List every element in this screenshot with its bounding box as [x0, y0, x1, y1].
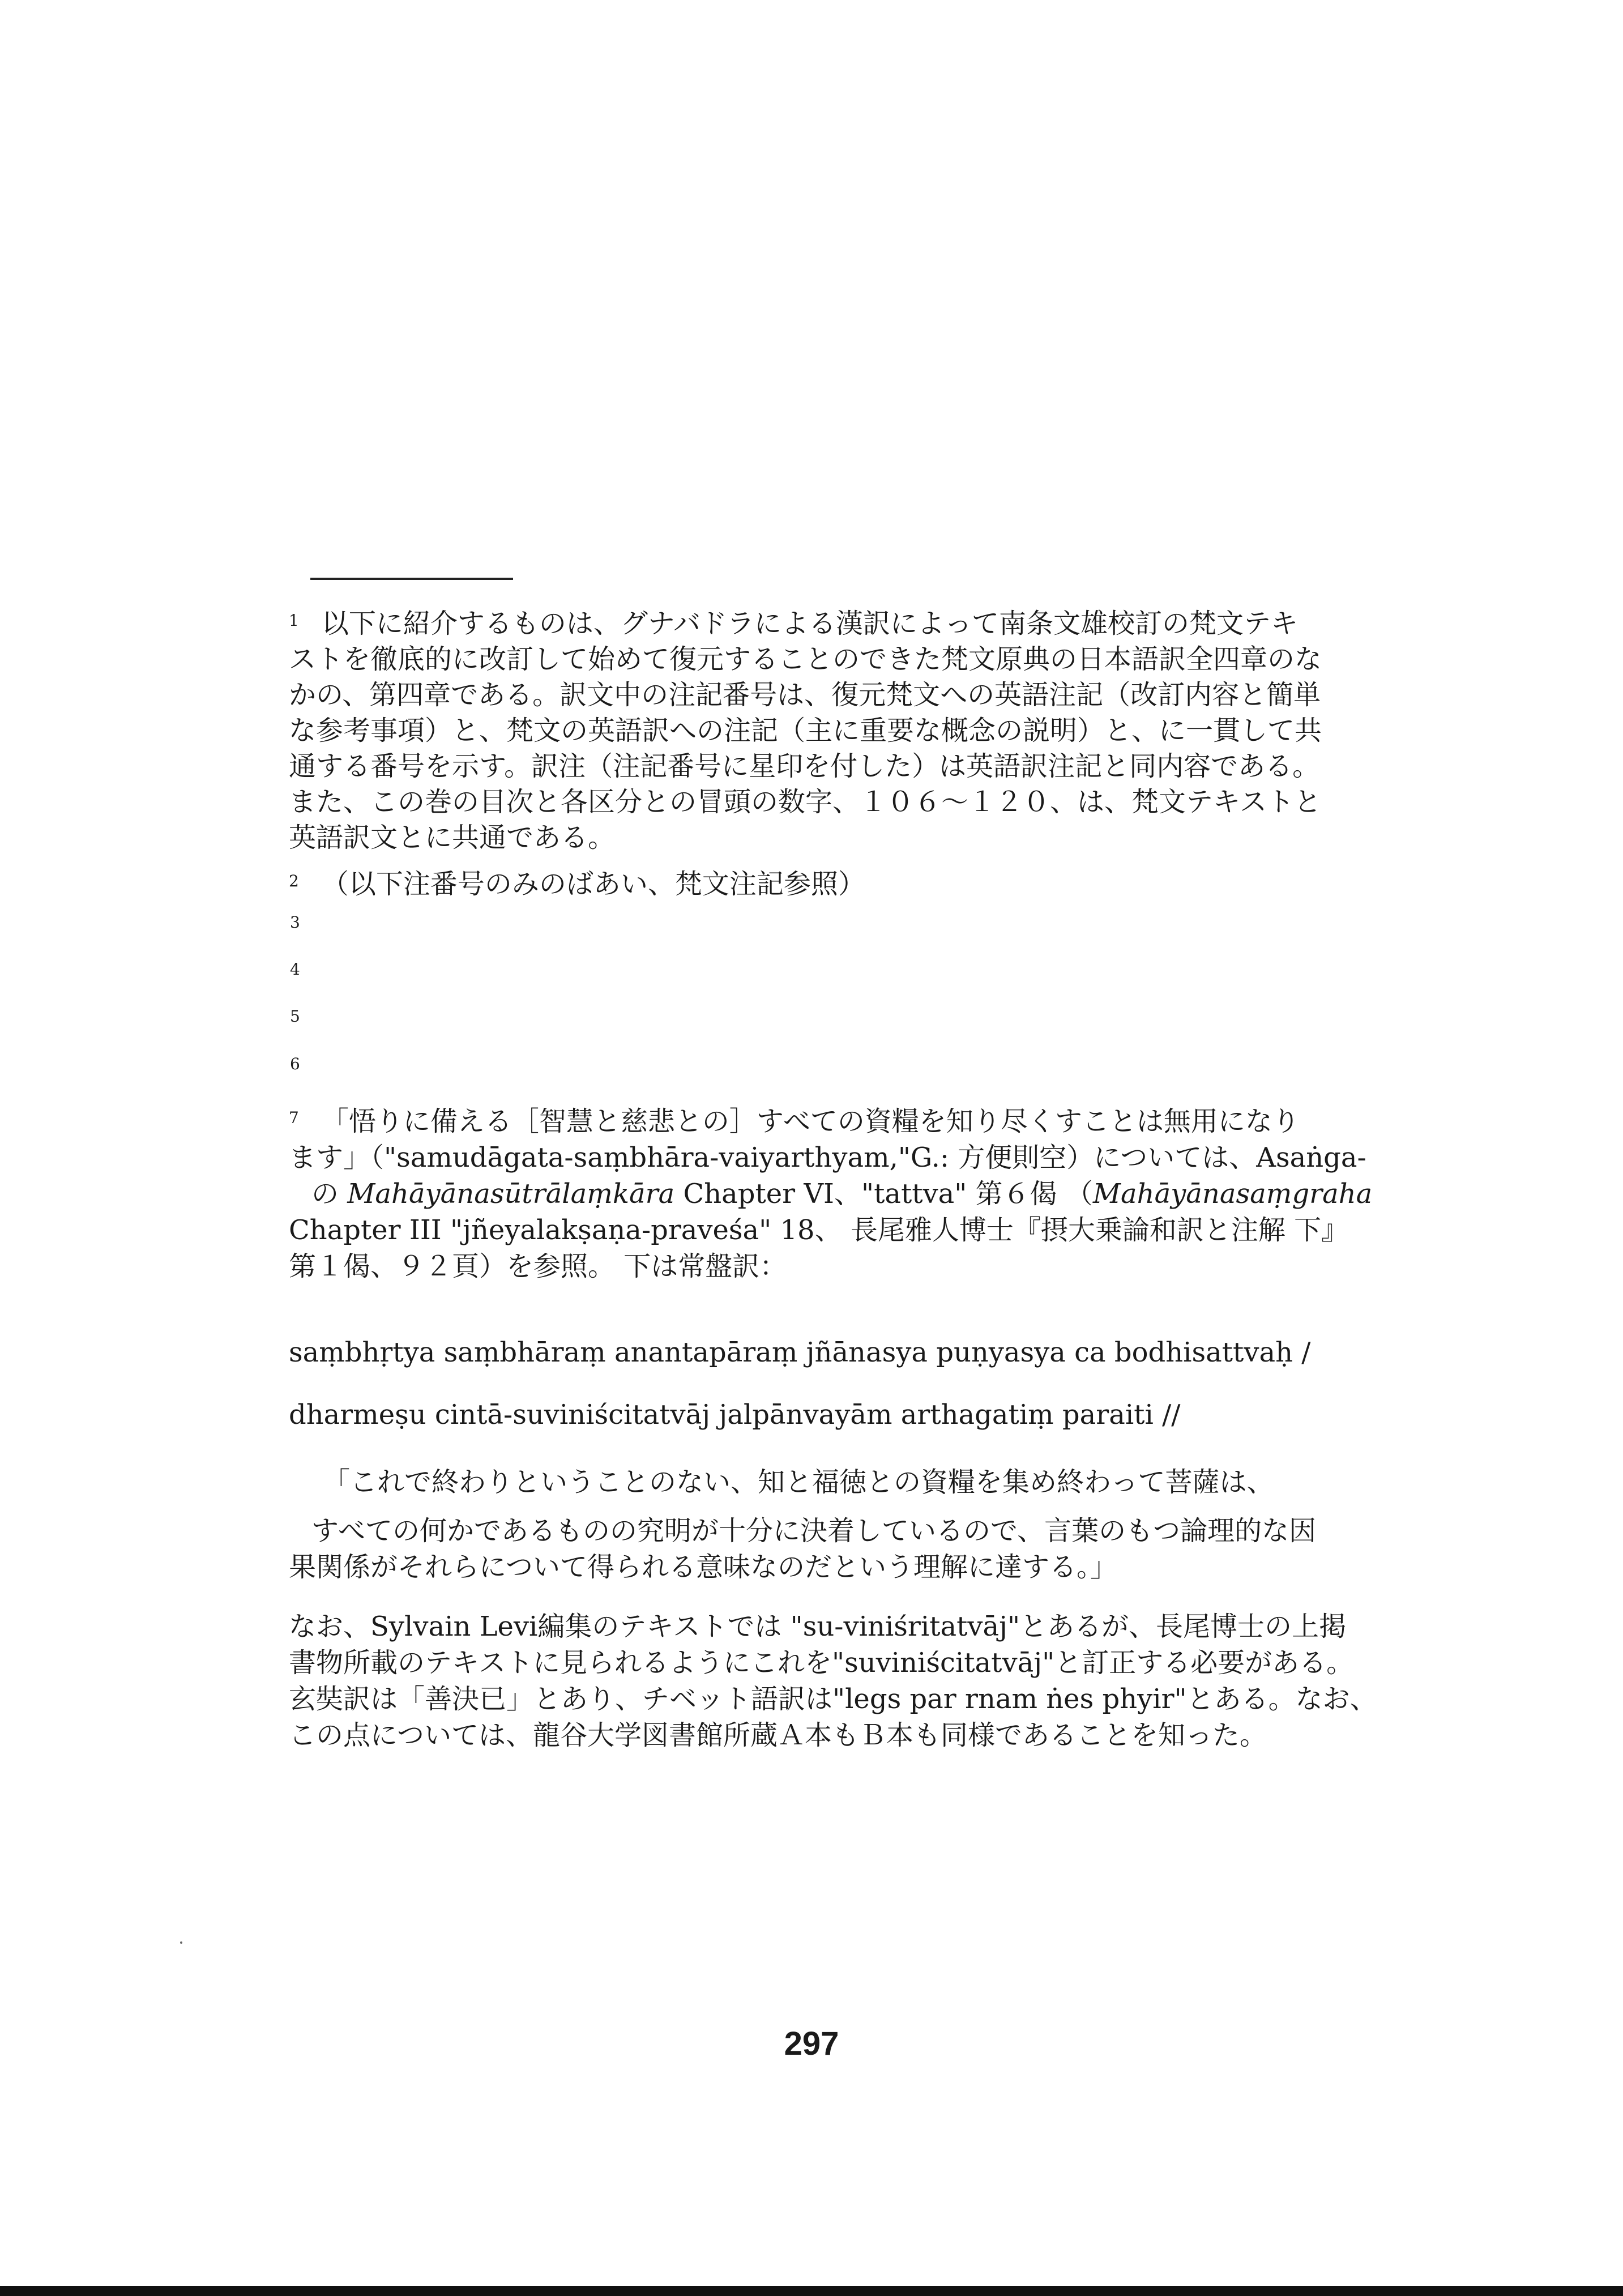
remark-line: 玄奘訳は「善決已」とあり、チベット語訳は"legs par rnam ṅes phyir"とある。なお、: [289, 1683, 1377, 1715]
scan-speck: [180, 1941, 182, 1944]
footnote-1-line: また、この巻の目次と各区分との冒頭の数字、１０６～１２０、は、梵文テキストと: [289, 786, 1322, 818]
remark-paragraph: [289, 1608, 1382, 1753]
footnote-1-line: 通する番号を示す。訳注（注記番号に星印を付した）は英語訳注記と同内容である。: [289, 750, 1320, 782]
scan-edge: [0, 2286, 1623, 2296]
footnote-7-line: 第１偈、９２頁）を参照。 下は常盤訳：: [289, 1251, 787, 1282]
remark-line: この点については、龍谷大学図書館所蔵Ａ本もＢ本も同様であることを知った。: [289, 1719, 1267, 1751]
work-title: Mahāyānasaṃgraha: [1092, 1178, 1373, 1210]
translation-line: 果関係がそれらについて得られる意味なのだという理解に達する。」: [289, 1551, 1118, 1583]
translation-line: 「これで終わりということのない、知と福徳との資糧を集め終わって菩薩は、: [323, 1466, 1274, 1498]
footnote-number: 7: [289, 1108, 299, 1127]
footnote-number: 2: [289, 872, 299, 890]
footnote-1-line: かの、第四章である。訳文中の注記番号は、復元梵文への英語注記（改訂内容と簡単: [289, 679, 1321, 711]
footnote-number: 4: [290, 960, 300, 979]
footnote-7-line: Chapter III "jñeyalakṣaṇa-praveśa" 18、 長尾雅人博士『摂大乗論和訳と注解 下』: [289, 1214, 1349, 1246]
footnote-1-line: ストを徹底的に改訂して始めて復元することのできた梵文原典の日本語訳全四章のな: [289, 643, 1322, 675]
footnote-1-line: $^1$ 以下に紹介するものは、グナバドラによる漢訳によって南条文雄校訂の梵文テキ: [289, 608, 1298, 639]
footnote-7-line: ます」（"samudāgata-saṃbhāra-vaiyarthyam,"G.: 方便則空）については、Asaṅga-: [289, 1142, 1366, 1173]
verse-translation: [289, 1464, 1382, 1585]
footnote-2-text: （以下注番号のみのばあい、梵文注記参照）: [321, 868, 865, 900]
footnote-separator: [310, 578, 513, 580]
page-number: 297: [784, 2025, 839, 2062]
footnote-number: 1: [289, 611, 299, 630]
footnote-7-line: 「悟りに備える［智慧と慈悲との］すべての資糧を知り尽くすことは無用になり: [321, 1106, 1300, 1137]
footnote-number: 6: [290, 1055, 300, 1073]
remark-line: 書物所載のテキストに見られるようにこれを"suviniścitatvāj"と訂正する必要がある。: [289, 1647, 1354, 1679]
sanskrit-verse-line-2: dharmeṣu cintā-suviniścitatvāj jalpānvayām arthagatiṃ paraiti //: [289, 1399, 1181, 1431]
footnote-7-line: の Mahāyānasūtrālaṃkāra Chapter VI、"tattva" 第６偈 （Mahāyānasaṃgraha: [311, 1178, 1373, 1210]
footnote-number: 3: [290, 913, 300, 932]
translation-line: すべての何かであるものの究明が十分に決着しているので、言葉のもつ論理的な因: [311, 1515, 1317, 1547]
remark-line: なお、Sylvain Levi編集のテキストでは "su-viniśritatvāj"とあるが、長尾博士の上掲: [289, 1611, 1347, 1642]
footnote-2: [289, 867, 1382, 902]
sanskrit-verse-line-1: saṃbhṛtya saṃbhāraṃ anantapāraṃ jñānasya puṇyasya ca bodhisattvaḥ /: [289, 1337, 1311, 1368]
footnote-1-line: 英語訳文とに共通である。: [289, 822, 616, 853]
work-title: Mahāyānasūtrālaṃkāra: [347, 1178, 675, 1210]
footnote-7: [289, 1103, 1382, 1284]
footnote-1: [289, 606, 1382, 856]
footnote-number: 5: [290, 1007, 300, 1026]
footnote-1-line: な参考事項）と、梵文の英語訳への注記（主に重要な概念の説明）と、に一貫して共: [289, 715, 1322, 746]
